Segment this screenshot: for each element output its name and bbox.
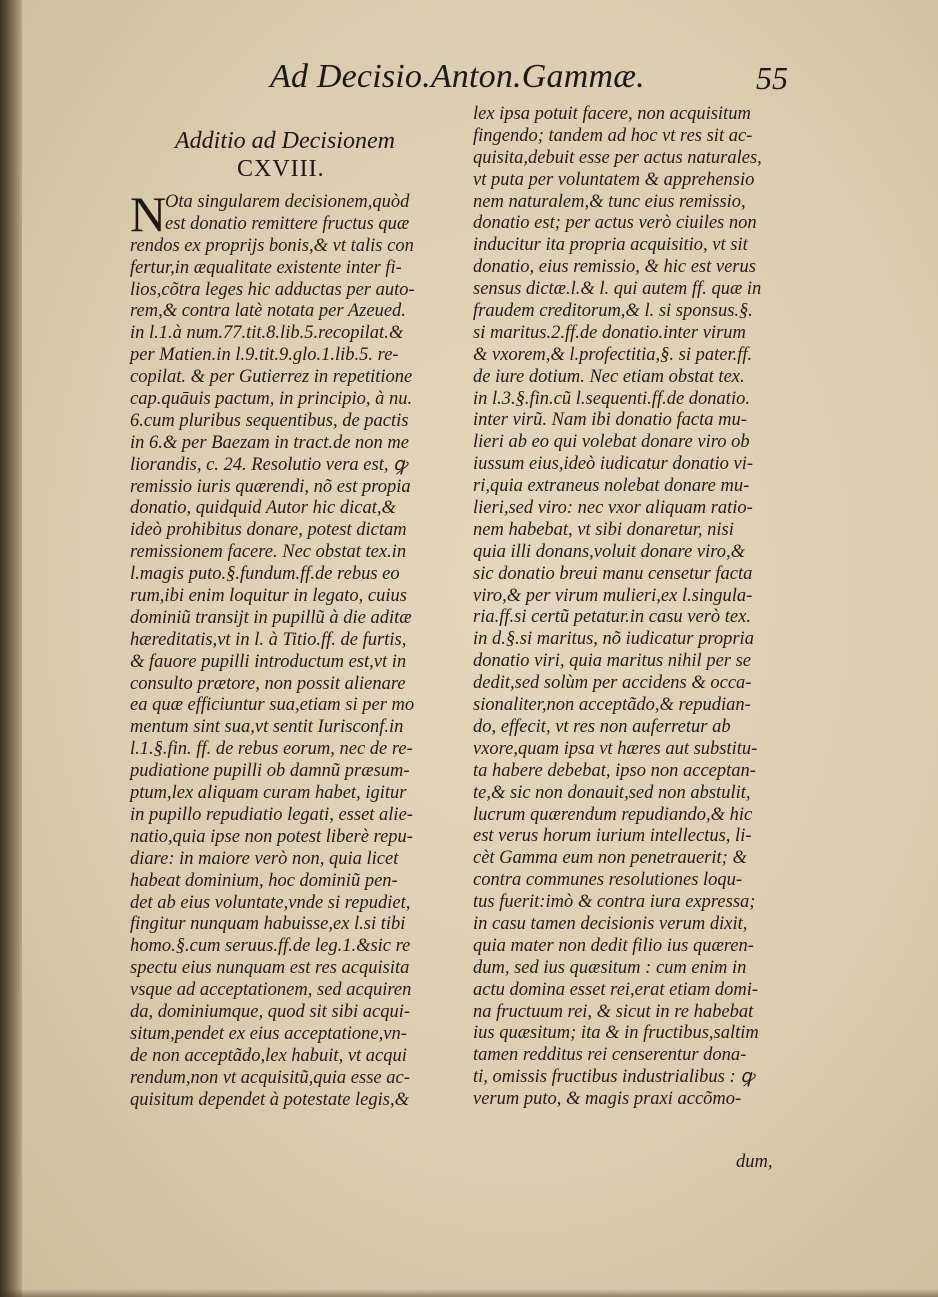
text-line: cèt Gamma eum non penetrauerit; & (473, 848, 747, 869)
text-line: situm,pendet ex eius acceptatione,vn- (130, 1023, 407, 1044)
text-line: lucrum quærendum repudiando,& hic (473, 804, 753, 825)
text-line: rendos ex proprijs bonis,& vt talis con (130, 235, 414, 256)
text-line: remissio iuris quærendi, nõ est propia (130, 476, 411, 497)
text-line: tamen redditus rei censerentur dona- (473, 1045, 747, 1066)
text-line: ta habere debebat, ipso non acceptan- (473, 760, 756, 781)
text-line: in d.§.si maritus, nõ iudicatur propria (473, 629, 754, 650)
text-line: cap.quāuis pactum, in principio, à nu. (130, 389, 413, 410)
text-line: hæreditatis,vt in l. à Titio.ff. de furtis, (130, 629, 407, 650)
text-line: diare: in maiore verò non, quia licet (130, 848, 399, 869)
text-line: sic donatio breui manu censetur facta (473, 563, 753, 584)
text-line: ius quæsitum; ita & in fructibus,saltim (473, 1023, 759, 1044)
section-heading: Additio ad Decisionem (175, 128, 395, 154)
text-line: in pupillo repudiatio legati, esset alie- (130, 804, 413, 825)
text-line: donatio, quidquid Autor hic dicat,& (130, 498, 396, 519)
text-line: do, effecit, vt res non auferretur ab (473, 716, 731, 737)
text-line: lieri ab eo qui volebat donare viro ob (473, 432, 750, 453)
text-line: dedit,sed solùm per accidens & occa- (473, 673, 752, 694)
page-number: 55 (756, 60, 788, 96)
text-line: rendum,non vt acquisitũ,quia esse ac- (130, 1067, 410, 1088)
page-edge-shadow (0, 1289, 938, 1297)
text-line: dominiũ transijt in pupillũ à die aditæ (130, 607, 412, 628)
text-line: rum,ibi enim loquitur in legato, cuius (130, 586, 407, 607)
text-line: de iure dotium. Nec etiam obstat tex. (473, 366, 745, 387)
text-line: copilat. & per Gutierrez in repetitione (130, 367, 413, 388)
text-line: ptum,lex aliquam curam habet, igitur (130, 783, 407, 804)
text-line: rem,& contra latè notata per Azeued. (130, 301, 406, 322)
text-line: donatio, eius remissio, & hic est verus (473, 257, 756, 278)
text-line: na fructuum rei, & sicut in re habebat (473, 1001, 754, 1022)
text-line: ea quæ efficiuntur sua,etiam si per mo (130, 695, 415, 716)
text-line: vsque ad acceptationem, sed acquiren (130, 980, 412, 1001)
text-line: fingitur nunquam habuisse,ex l.si tibi (130, 914, 406, 935)
text-line: Ota singularem decisionem,quòd (165, 192, 410, 212)
text-line: det ab eius voluntate,vnde si repudiet, (130, 892, 411, 913)
text-line: lieri,sed viro: nec vxor aliquam ratio- (473, 498, 753, 519)
text-line: remissionem facere. Nec obstat tex.in (130, 542, 407, 563)
text-line: in l.1.à num.77.tit.8.lib.5.recopilat.& (130, 323, 404, 344)
text-line: donatio est; per actus verò ciuiles non (473, 213, 757, 234)
text-line: te,& sic non donauit,sed non abstulit, (473, 782, 751, 803)
text-line: actu domina esset rei,erat etiam domi- (473, 979, 758, 1000)
text-line: quia illi donans,voluit donare viro,& (473, 541, 746, 562)
text-line: verum puto, & magis praxi accõmo- (473, 1089, 742, 1110)
text-line: ri,quia extraneus nolebat donare mu- (473, 476, 750, 497)
section-heading-numeral: CXVIII. (237, 156, 325, 182)
right-column-lines (473, 104, 793, 1111)
text-line: in l.3.§.fin.cũ l.sequenti.ff.de donatio. (473, 388, 750, 409)
text-line: nem naturalem,& tunc eius remissio, (473, 191, 746, 212)
text-line: sionaliter,non acceptãdo,& repudian- (473, 695, 751, 716)
text-line: nem habebat, vt sibi donaretur, nisi (473, 519, 734, 540)
text-line: consulto prætore, non possit alienare (130, 673, 406, 694)
running-head: Ad Decisio.Anton.Gammæ. (270, 58, 645, 95)
text-line: spectu eius nunquam est res acquisita (130, 958, 410, 979)
text-line: contra communes resolutiones loqu- (473, 870, 743, 891)
text-line: si maritus.2.ff.de donatio.inter virum (473, 322, 746, 343)
text-line: natio,quia ipse non potest liberè repu- (130, 826, 413, 847)
left-column-lines (130, 236, 448, 1112)
text-line: sensus dictæ.l.& l. qui autem ff. quæ in (473, 279, 762, 300)
text-line: in 6.& per Baezam in tract.de non me (130, 432, 409, 453)
right-text-column (473, 104, 793, 1111)
text-line: fingendo; tandem ad hoc vt res sit ac- (473, 125, 753, 146)
text-line: iussum eius,ideò iudicatur donatio vi- (473, 454, 754, 475)
text-line: & vxorem,& l.profectitia,§. si pater.ff. (473, 344, 753, 365)
text-line: dum, sed ius quæsitum : cum enim in (473, 957, 747, 978)
text-line: vt puta per voluntatem & apprehensio (473, 169, 755, 190)
text-line: liorandis, c. 24. Resolutio vera est, ꝙ (130, 454, 407, 475)
text-line: ti, omissis fructibus industrialibus : ꝙ (473, 1067, 755, 1088)
text-line: tus fuerit:imò & contra iura expressa; (473, 892, 756, 913)
text-line: pudiatione pupilli ob damnũ præsum- (130, 761, 410, 782)
text-line: vxore,quam ipsa vt hæres aut substitu- (473, 738, 758, 759)
text-line: per Matien.in l.9.tit.9.glo.1.lib.5. re- (130, 345, 399, 366)
text-line: ideò prohibitus donare, potest dictam (130, 520, 407, 541)
text-line: ria.ff.si certũ petatur.in casu verò tex. (473, 607, 751, 628)
text-line: est verus horum iurium intellectus, li- (473, 826, 752, 847)
text-line: quisitum dependet à potestate legis,& (130, 1089, 409, 1110)
text-line: inter virũ. Nam ibi donatio facta mu- (473, 410, 747, 431)
text-line: viro,& per virum mulieri,ex l.singula- (473, 585, 753, 606)
drop-cap-initial: N (130, 186, 167, 242)
text-line: quia mater non dedit filio ius quæren- (473, 935, 754, 956)
text-line: & fauore pupilli introductum est,vt in (130, 651, 407, 672)
text-line: mentum sint sua,vt sentit Iurisconf.in (130, 717, 404, 738)
text-line: donatio viri, quia maritus nihil per se (473, 651, 752, 672)
text-line: quisita,debuit esse per actus naturales, (473, 147, 762, 168)
text-line: l.1.§.fin. ff. de rebus eorum, nec de re- (130, 739, 413, 760)
text-line: lex ipsa potuit facere, non acquisitum (473, 104, 751, 124)
left-text-column (130, 186, 448, 1111)
text-line: l.magis puto.§.fundum.ff.de rebus eo (130, 564, 400, 585)
text-line: de non acceptãdo,lex habuit, vt acqui (130, 1045, 407, 1066)
text-line: in casu tamen decisionis verum dixit, (473, 913, 748, 934)
binding-gutter (0, 0, 22, 1297)
text-line: lios,cõtra leges hic adductas per auto- (130, 279, 415, 300)
text-line: fertur,in æqualitate existente inter fi- (130, 257, 402, 278)
text-line: homo.§.cum seruus.ff.de leg.1.&sic re (130, 936, 411, 957)
text-line: 6.cum pluribus sequentibus, de pactis (130, 410, 409, 431)
text-line: fraudem creditorum,& l. si sponsus.§. (473, 301, 753, 322)
catchword: dum, (736, 1152, 773, 1172)
text-line: habeat dominium, hoc dominiũ pen- (130, 870, 398, 891)
text-line: da, dominiumque, quod sit sibi acqui- (130, 1001, 411, 1022)
text-line: est donatio remittere fructus quæ (165, 213, 410, 234)
text-line: inducitur ita propria acquisitio, vt sit (473, 235, 748, 256)
